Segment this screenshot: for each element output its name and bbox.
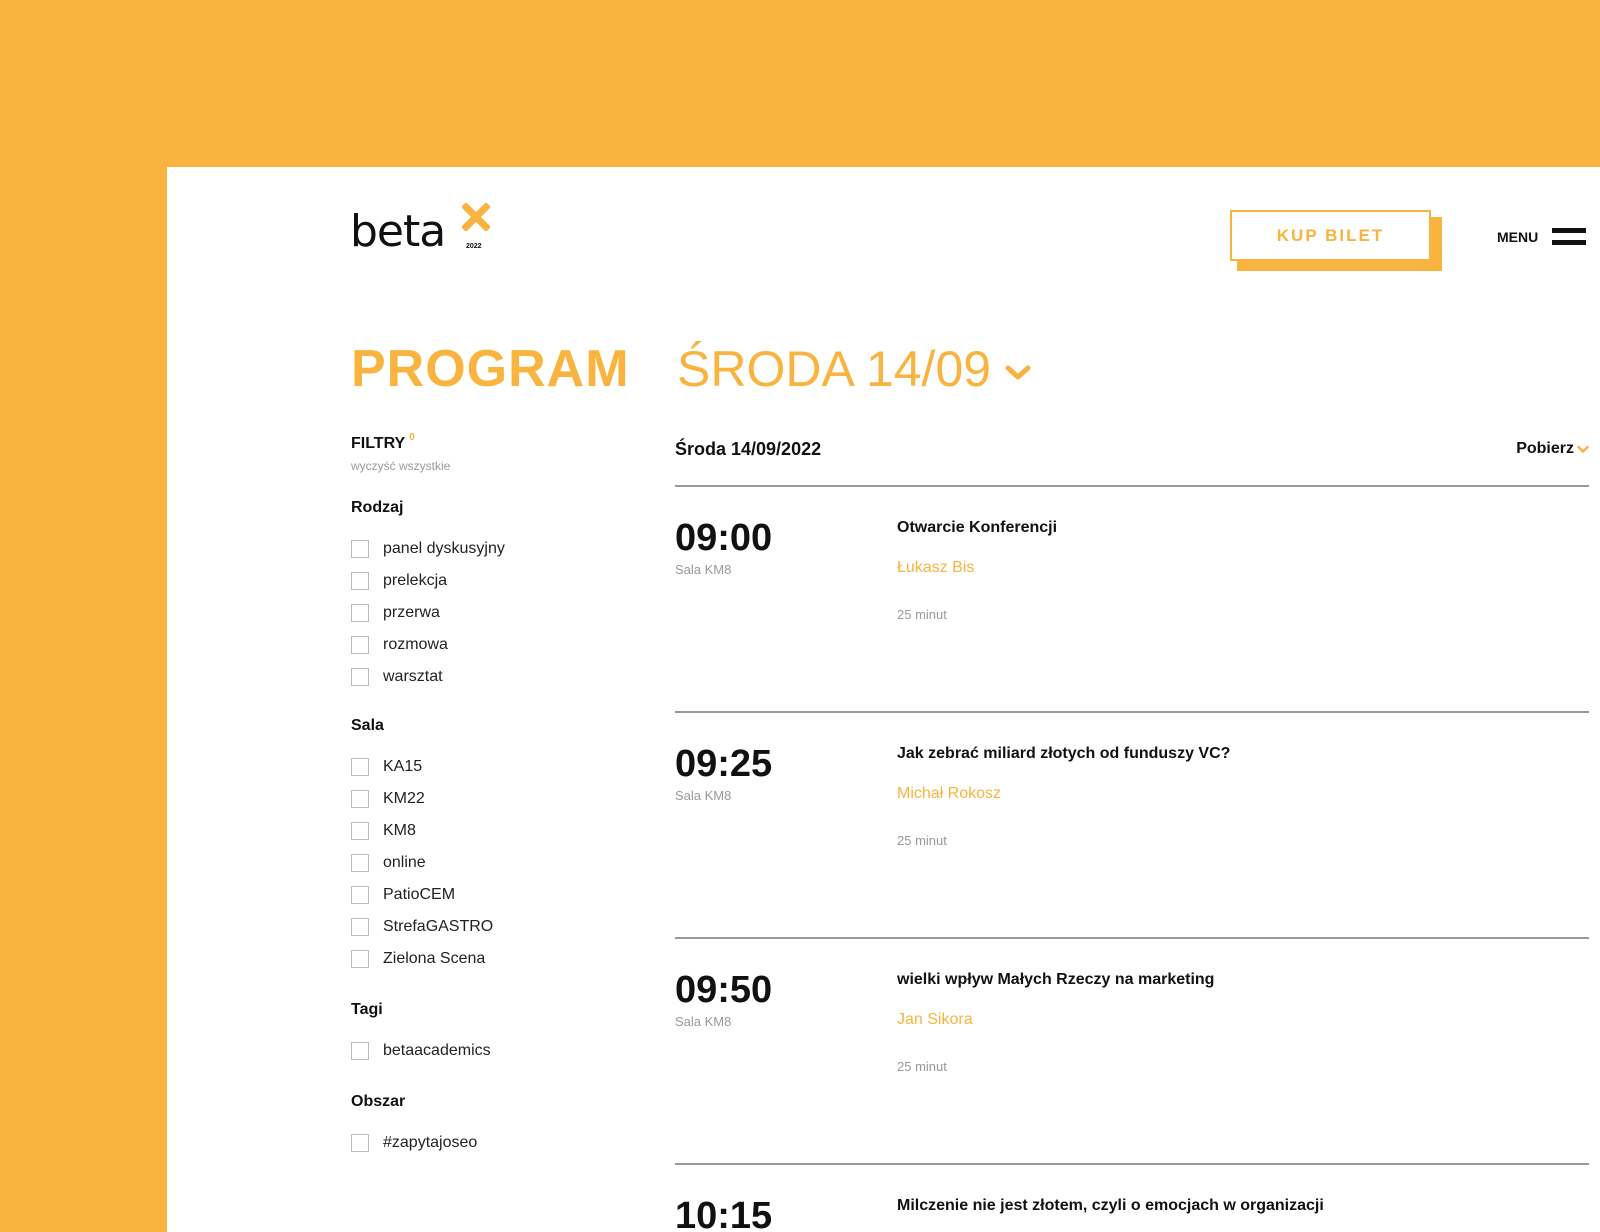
- clear-all-filters-link[interactable]: wyczyść wszystkie: [351, 459, 451, 473]
- filter-group-rodzaj: [351, 499, 641, 693]
- session-item[interactable]: [675, 1163, 1589, 1232]
- logo[interactable]: [350, 207, 510, 257]
- filter-option-label: prelekcja: [383, 572, 448, 589]
- filter-group-sala: [351, 717, 641, 975]
- buy-ticket-button[interactable]: KUP BILET: [1230, 210, 1431, 261]
- day-selector-label: ŚRODA 14/09: [677, 341, 992, 397]
- filter-option-label: KM22: [383, 790, 425, 807]
- checkbox[interactable]: [351, 758, 369, 776]
- download-button[interactable]: [1516, 440, 1589, 458]
- filter-option[interactable]: [351, 533, 641, 565]
- session-duration: 25 minut: [897, 833, 947, 848]
- filter-group-tagi: [351, 1001, 641, 1067]
- filters-sidebar: [351, 432, 641, 1159]
- filter-option-label: Zielona Scena: [383, 950, 486, 967]
- checkbox[interactable]: [351, 854, 369, 872]
- filter-option[interactable]: [351, 661, 641, 693]
- checkbox[interactable]: [351, 918, 369, 936]
- filter-option-label: #zapytajoseo: [383, 1134, 478, 1151]
- session-room: Sala KM8: [675, 562, 732, 577]
- filter-option-label: przerwa: [383, 604, 440, 621]
- session-speaker-link[interactable]: Michał Rokosz: [897, 785, 1002, 802]
- menu-label: MENU: [1497, 229, 1539, 245]
- checkbox[interactable]: [351, 1134, 369, 1152]
- session-time: 09:25: [675, 743, 773, 785]
- session-title: Milczenie nie jest złotem, czyli o emocjach w organizacji: [897, 1197, 1324, 1214]
- buy-ticket-wrapper: [1230, 210, 1444, 272]
- menu-button[interactable]: [1497, 222, 1586, 252]
- filter-option[interactable]: [351, 847, 641, 879]
- filter-option[interactable]: [351, 1127, 641, 1159]
- filter-group-title: Tagi: [351, 1001, 383, 1018]
- filter-option-label: warsztat: [383, 668, 443, 685]
- schedule-date: Środa 14/09/2022: [675, 438, 822, 459]
- logo-year: 2022: [466, 243, 482, 250]
- logo-x-icon: [462, 203, 490, 231]
- session-duration: 25 minut: [897, 1059, 947, 1074]
- filter-option-label: panel dyskusyjny: [383, 540, 505, 557]
- checkbox[interactable]: [351, 604, 369, 622]
- filters-title: FILTRY: [351, 435, 406, 452]
- session-item[interactable]: [675, 711, 1589, 937]
- filter-option[interactable]: [351, 751, 641, 783]
- day-selector[interactable]: [677, 339, 1031, 399]
- filter-option[interactable]: [351, 597, 641, 629]
- session-time: 09:00: [675, 517, 773, 559]
- filter-option[interactable]: [351, 783, 641, 815]
- filter-option[interactable]: [351, 1035, 641, 1067]
- session-room: Sala KM8: [675, 1014, 732, 1029]
- checkbox[interactable]: [351, 950, 369, 968]
- session-title: Otwarcie Konferencji: [897, 519, 1058, 536]
- checkbox[interactable]: [351, 790, 369, 808]
- filter-option[interactable]: [351, 815, 641, 847]
- filter-option[interactable]: [351, 879, 641, 911]
- page-panel: [167, 167, 1600, 1232]
- checkbox[interactable]: [351, 668, 369, 686]
- checkbox[interactable]: [351, 1042, 369, 1060]
- logo-text: beta: [350, 206, 446, 257]
- schedule-header: [675, 435, 1589, 463]
- filter-option[interactable]: [351, 565, 641, 597]
- filter-option-label: KM8: [383, 822, 416, 839]
- session-title: Jak zebrać miliard złotych od funduszy VC?: [897, 745, 1231, 762]
- filter-option-label: StrefaGASTRO: [383, 918, 494, 935]
- filter-option[interactable]: [351, 943, 641, 975]
- session-room: Sala KM8: [675, 788, 732, 803]
- filter-option-label: KA15: [383, 758, 423, 775]
- filters-heading: [351, 432, 641, 453]
- page-title: PROGRAM: [351, 340, 630, 398]
- checkbox[interactable]: [351, 886, 369, 904]
- filter-option-label: PatioCEM: [383, 886, 456, 903]
- filter-group-title: Obszar: [351, 1093, 406, 1110]
- checkbox[interactable]: [351, 540, 369, 558]
- checkbox[interactable]: [351, 822, 369, 840]
- filter-group-title: Rodzaj: [351, 499, 404, 516]
- download-label: Pobierz: [1516, 440, 1574, 457]
- filter-group-title: Sala: [351, 717, 384, 734]
- schedule: [675, 435, 1589, 1232]
- filter-option-label: rozmowa: [383, 636, 448, 653]
- filter-option-label: betaacademics: [383, 1042, 491, 1059]
- session-speaker-link[interactable]: Łukasz Bis: [897, 559, 975, 576]
- session-speaker-link[interactable]: Jan Sikora: [897, 1011, 973, 1028]
- session-item[interactable]: [675, 485, 1589, 711]
- session-item[interactable]: [675, 937, 1589, 1163]
- chevron-down-icon: [1577, 445, 1589, 454]
- session-duration: 25 minut: [897, 607, 947, 622]
- chevron-down-icon: [1005, 364, 1031, 382]
- filter-option[interactable]: [351, 911, 641, 943]
- filter-group-obszar: [351, 1093, 641, 1159]
- session-time: 10:15: [675, 1195, 773, 1232]
- session-time: 09:50: [675, 969, 773, 1011]
- checkbox[interactable]: [351, 636, 369, 654]
- filter-option-label: online: [383, 854, 426, 871]
- filter-option[interactable]: [351, 629, 641, 661]
- session-title: wielki wpływ Małych Rzeczy na marketing: [897, 971, 1215, 988]
- hamburger-icon: [1552, 226, 1586, 248]
- checkbox[interactable]: [351, 572, 369, 590]
- filters-count-badge: 0: [409, 432, 415, 443]
